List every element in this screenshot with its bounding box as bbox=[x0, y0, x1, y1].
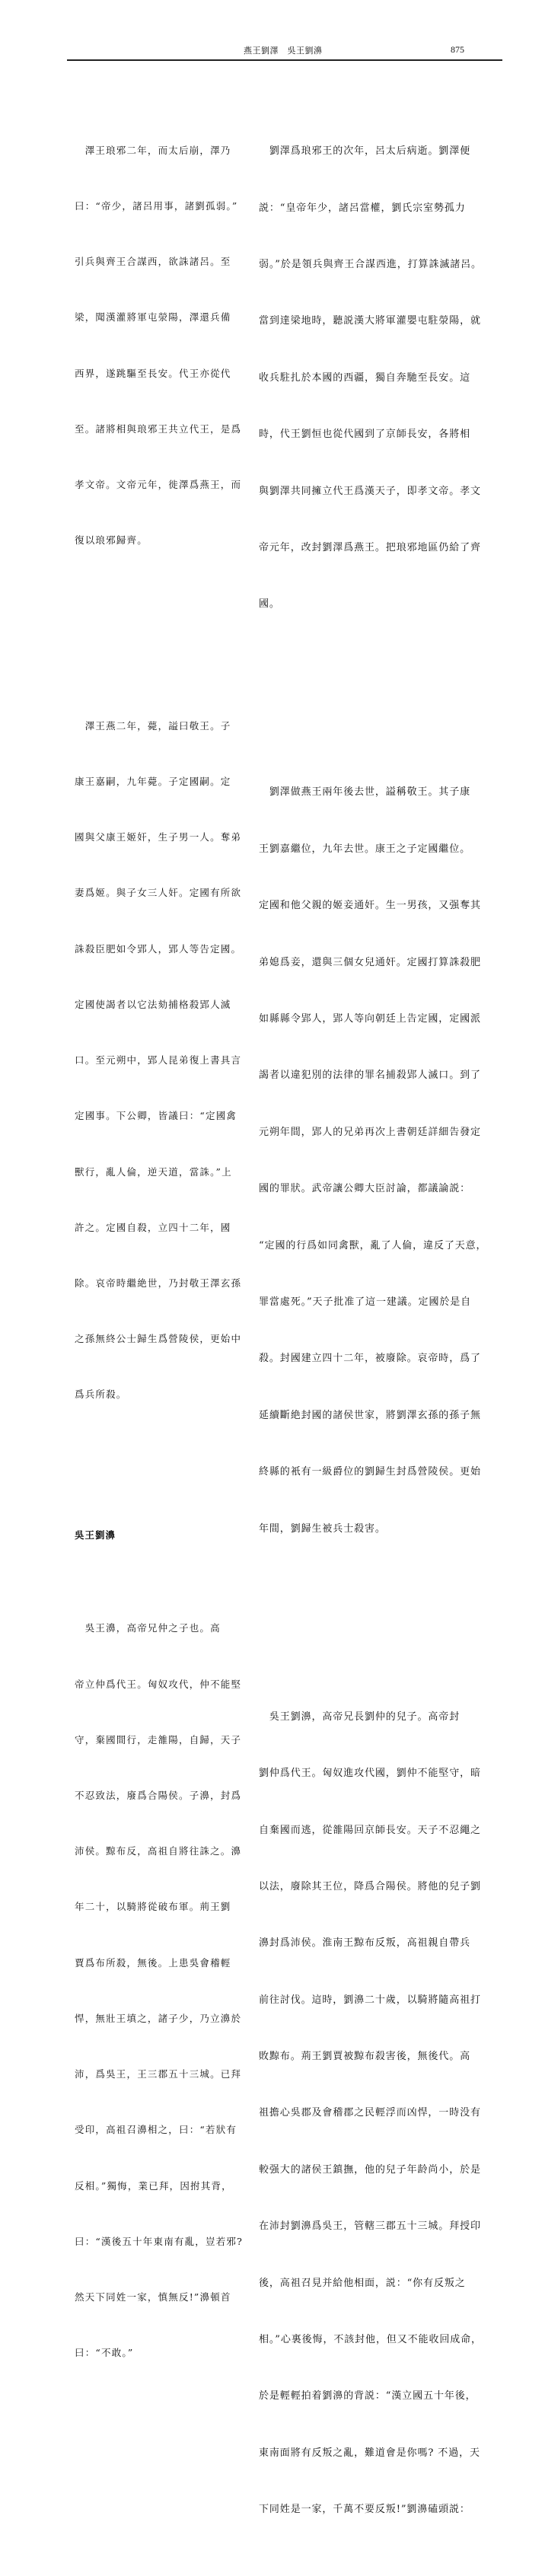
text-line: 之孫無終公士歸生爲營陵侯，更始中 bbox=[75, 1333, 242, 1345]
text-line: 受印，高祖召濞相之，曰：“若狀有 bbox=[75, 2124, 237, 2136]
text-line: 梁，聞漢灌將軍屯滎陽，澤還兵備 bbox=[75, 311, 231, 324]
text-line: 除。哀帝時繼絶世，乃封敬王澤玄孫 bbox=[75, 1277, 242, 1289]
text-line: 劉澤爲琅邪王的次年，呂太后病逝。劉澤便 bbox=[259, 145, 471, 158]
text-line: 以法，廢除其王位，降爲合陽侯。將他的兒子劉 bbox=[259, 1880, 481, 1892]
text-line: 元朔年間，郢人的兄弟再次上書朝廷詳細告發定 bbox=[259, 1126, 481, 1138]
text-line: 延續斷絶封國的諸侯世家，將劉澤玄孫的孫子無 bbox=[259, 1409, 481, 1421]
text-line: 相。”心裏後悔，不該封他，但又不能收回成命， bbox=[259, 2334, 482, 2346]
text-line: 年間，劉歸生被兵士殺害。 bbox=[259, 1522, 386, 1535]
text-line: 前往討伐。這時，劉濞二十歲，以騎將隨高祖打 bbox=[259, 1994, 481, 2006]
text-line: 然天下同姓一家，慎無反!”濞頓首 bbox=[75, 2291, 231, 2303]
text-line: 殺。封國建立四十二年，被廢除。哀帝時，爲了 bbox=[259, 1353, 481, 1365]
text-line: 守，棄國間行，走雒陽，自歸，天子 bbox=[75, 1733, 242, 1745]
text-line: “定國的行爲如同禽獸，亂了人倫，違反了天意， bbox=[259, 1239, 487, 1251]
text-line: 復以琅邪歸齊。 bbox=[75, 534, 148, 547]
text-line: 定國和他父親的姬妾通奸。生一男孩，又强奪其 bbox=[259, 900, 481, 912]
text-line: 東南面將有反叛之亂，難道會是你嗎? 不過，天 bbox=[259, 2447, 480, 2459]
text-line: 澤王燕二年，薨，謚曰敬王。子 bbox=[75, 719, 231, 732]
text-line: 時，代王劉恒也從代國到了京師長安，各將相 bbox=[259, 429, 471, 441]
text-line: 帝元年，改封劉澤爲燕王。把琅邪地區仍給了齊 bbox=[259, 541, 481, 553]
text-line: 帝立仲爲代王。匈奴攻代，仲不能堅 bbox=[75, 1678, 242, 1690]
text-line: 終縣的衹有一級爵位的劉歸生封爲營陵侯。更始 bbox=[259, 1466, 481, 1478]
text-line: 吳王劉濞，高帝兄長劉仲的兒子。高帝封 bbox=[259, 1710, 461, 1723]
text-line: 下同姓是一家，千萬不要反叛!”劉濞磕頭説： bbox=[259, 2504, 470, 2516]
text-line: 國與父康王姬奸，生子男一人。奪弟 bbox=[75, 831, 242, 843]
text-line: 沛侯。黥布反，高祖自將往誅之。濞 bbox=[75, 1845, 242, 1857]
text-line: 定國使謁者以它法劾捕格殺郢人滅 bbox=[75, 998, 231, 1010]
text-line: 曰：“帝少，諸呂用事，諸劉孤弱。” bbox=[75, 199, 238, 212]
text-line: 如縣縣令郢人，郢人等向朝廷上告定國，定國派 bbox=[259, 1013, 481, 1025]
text-line: 爲兵所殺。 bbox=[75, 1388, 127, 1401]
header-rule bbox=[67, 59, 502, 61]
page-number: 875 bbox=[451, 44, 464, 55]
text-line: 弟媳爲妾，還與三個女兒通奸。定國打算誅殺肥 bbox=[259, 956, 481, 968]
text-line: 獸行，亂人倫，逆天道，當誅。”上 bbox=[75, 1165, 232, 1178]
text-line: 收兵駐扎於本國的西疆，獨自奔馳至長安。這 bbox=[259, 371, 471, 384]
paragraph-wu-wang-liu-bi bbox=[75, 1583, 248, 2400]
left-column bbox=[75, 67, 248, 2418]
text-line: 沛，爲吳王，王三郡五十三城。已拜 bbox=[75, 2068, 242, 2080]
text-line: 説：“皇帝年少，諸呂當權，劉氏宗室勢孤力 bbox=[259, 202, 466, 214]
text-line: 王劉嘉繼位，九年去世。康王之子定國繼位。 bbox=[259, 843, 471, 855]
text-line: 弱。”於是領兵與齊王合謀西進，打算誅滅諸呂。 bbox=[259, 258, 482, 270]
text-line: 較强大的諸侯王鎮撫，他的兒子年龄尚小，於是 bbox=[259, 2163, 481, 2176]
paragraph-zeze-yan bbox=[75, 680, 248, 1442]
text-line: 反相。”獨悔，業已拜，因拊其背， bbox=[75, 2179, 232, 2192]
text-line: 罪當處死。”天子批准了這一建議。定國於是自 bbox=[259, 1296, 472, 1308]
text-line: 濞封爲沛侯。淮南王黥布反叛，高祖親自帶兵 bbox=[259, 1937, 471, 1950]
text-line: 西界，遂跳驅至長安。代王亦從代 bbox=[75, 367, 231, 379]
text-line: 自棄國而逃，從雒陽回京師長安。天子不忍繩之 bbox=[259, 1824, 481, 1836]
text-line: 於是輕輕拍着劉濞的背説：“漢立國五十年後， bbox=[259, 2390, 476, 2402]
section-heading: 吳王劉濞 bbox=[75, 1529, 116, 1541]
text-line: 誅殺臣肥如令郢人，郢人等告定國。 bbox=[75, 942, 242, 955]
paragraph-zeze-langya bbox=[75, 104, 248, 588]
text-line: 劉仲爲代王。匈奴進攻代國，劉仲不能堅守，暗 bbox=[259, 1768, 481, 1780]
text-line: 祖擔心吳郡及會稽郡之民輕浮而凶悍，一時没有 bbox=[259, 2107, 481, 2119]
text-line: 劉澤做燕王兩年後去世，謚稱敬王。其子康 bbox=[259, 786, 471, 799]
right-column bbox=[259, 67, 502, 2576]
text-line: 年二十，以騎將從破布軍。荊王劉 bbox=[75, 1901, 231, 1913]
text-line: 敗黥布。荊王劉賈被黥布殺害後，無後代。高 bbox=[259, 2051, 471, 2063]
text-line: 口。至元朔中，郢人昆弟復上書具言 bbox=[75, 1054, 242, 1066]
text-line: 不忍致法，廢爲合陽侯。子濞，封爲 bbox=[75, 1789, 242, 1801]
text-line: 後，高祖召見并給他相面，説：“你有反叛之 bbox=[259, 2277, 466, 2289]
paragraph-translation-langya bbox=[259, 105, 502, 652]
paragraph-translation-wu-wang bbox=[259, 1670, 502, 2557]
paragraph-translation-yan bbox=[259, 746, 502, 1577]
running-header-title: 燕王劉澤 吳王劉濞 bbox=[244, 46, 323, 56]
text-line: 國。 bbox=[259, 598, 280, 611]
text-line: 許之。定國自殺，立四十二年，國 bbox=[75, 1221, 231, 1233]
text-line: 曰：“漢後五十年東南有亂，豈若邪? bbox=[75, 2235, 243, 2247]
text-line: 與劉澤共同擁立代王爲漢天子，即孝文帝。孝文 bbox=[259, 485, 481, 497]
text-line: 悍，無壯王填之，諸子少，乃立濞於 bbox=[75, 2012, 242, 2024]
text-line: 康王嘉嗣，九年薨。子定國嗣。定 bbox=[75, 776, 231, 788]
text-line: 謁者以違犯別的法律的罪名捕殺郢人滅口。到了 bbox=[259, 1070, 481, 1082]
text-line: 孝文帝。文帝元年，徙澤爲燕王，而 bbox=[75, 478, 242, 490]
text-line: 引兵與齊王合謀西，欲誅諸呂。至 bbox=[75, 256, 231, 268]
text-line: 至。諸將相與琅邪王共立代王，是爲 bbox=[75, 422, 242, 435]
text-line: 曰：“不敢。” bbox=[75, 2347, 134, 2359]
text-line: 吳王濞，高帝兄仲之子也。高 bbox=[75, 1622, 221, 1634]
text-line: 國的罪狀。武帝讓公卿大臣討論，都議論説： bbox=[259, 1183, 471, 1195]
text-line: 賈爲布所殺，無後。上患吳會稽輕 bbox=[75, 1956, 231, 1969]
text-line: 定國事。下公卿，皆議曰：“定國禽 bbox=[75, 1110, 237, 1122]
text-line: 當到達梁地時，聽説漢大將軍灌嬰屯駐滎陽，就 bbox=[259, 315, 481, 327]
text-line: 澤王琅邪二年，而太后崩，澤乃 bbox=[75, 144, 231, 156]
text-line: 在沛封劉濞爲吳王，管轄三郡五十三城。拜授印 bbox=[259, 2221, 481, 2233]
text-line: 妻爲姬。與子女三人奸。定國有所欲 bbox=[75, 887, 242, 899]
